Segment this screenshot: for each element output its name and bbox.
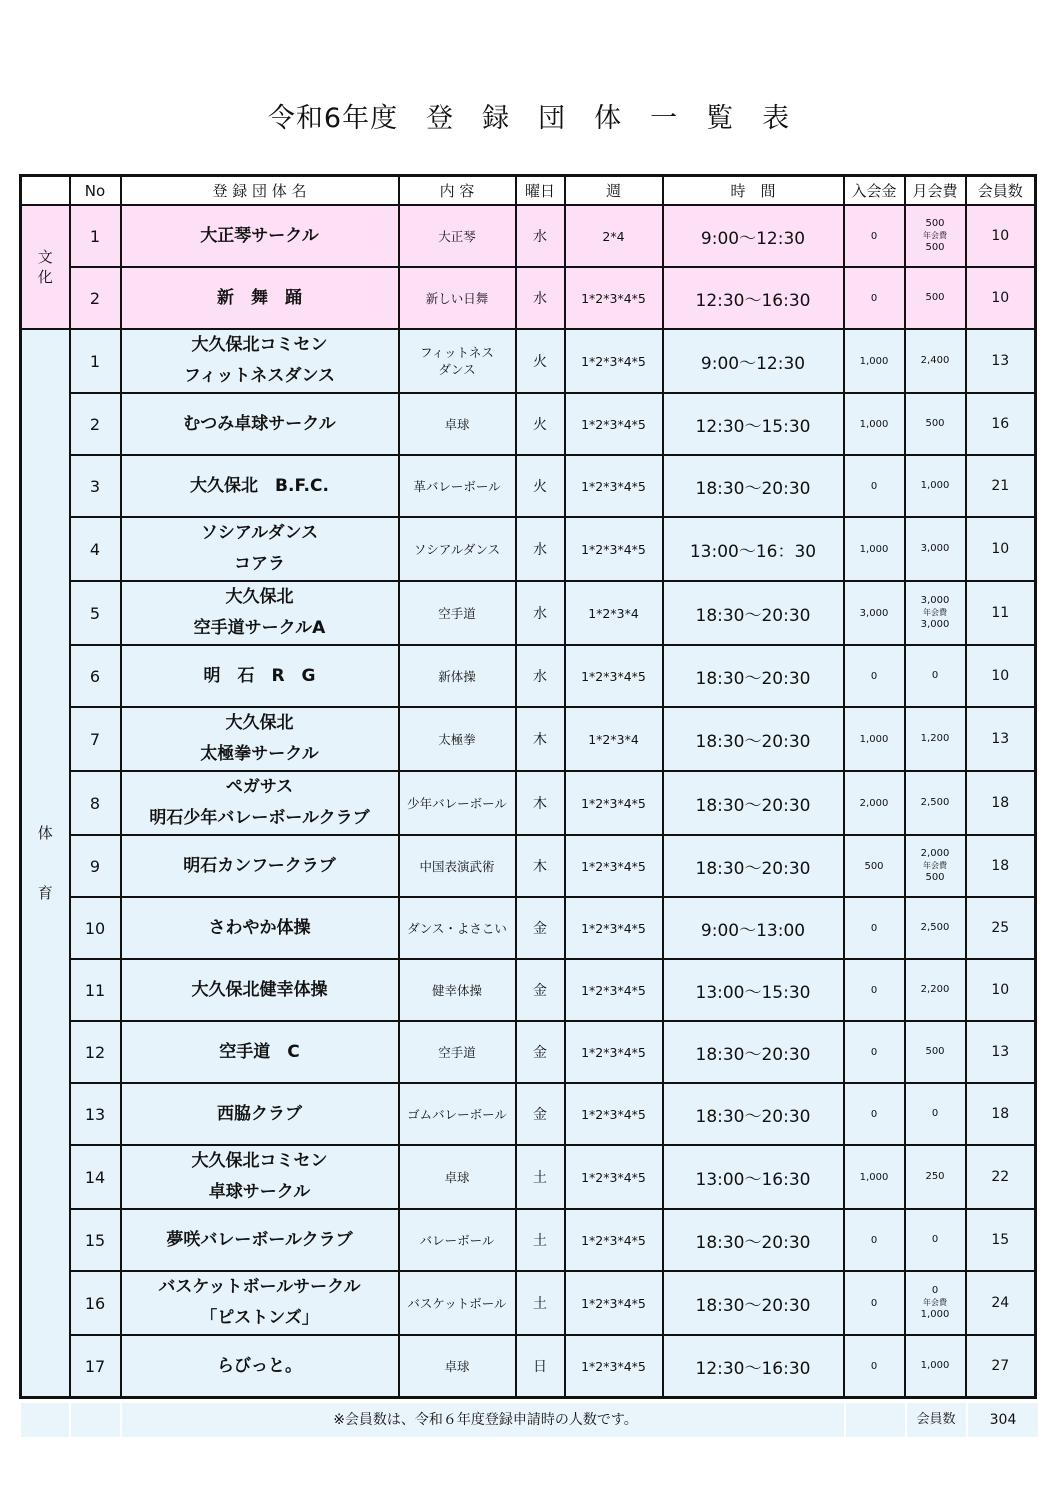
group-name [121, 1021, 399, 1083]
row-number: 10 [70, 897, 121, 959]
activity-content: 空手道 [399, 1021, 516, 1083]
activity-content: 新しい日舞 [399, 267, 516, 329]
member-count: 10 [966, 267, 1036, 329]
time-range: 18:30～20:30 [663, 455, 844, 517]
weekday: 日 [516, 1335, 565, 1398]
member-count: 13 [966, 707, 1036, 771]
week-schedule: 1*2*3*4*5 [565, 1021, 663, 1083]
group-name [121, 329, 399, 393]
group-name [121, 1335, 399, 1398]
group-name-line: らびっと。 [217, 1355, 302, 1376]
group-name-line: 大久保北 B.F.C. [190, 475, 329, 496]
weekday: 土 [516, 1145, 565, 1209]
group-name-line: ソシアルダンス [200, 523, 319, 543]
header-content: 内 容 [399, 176, 516, 206]
entry-fee: 0 [844, 1209, 905, 1271]
table-row [21, 771, 1036, 835]
monthly-fee-line: 年会費 [923, 608, 947, 617]
week-schedule: 1*2*3*4*5 [565, 393, 663, 455]
header-row [21, 176, 1036, 206]
monthly-fee [905, 897, 966, 959]
table-row [21, 1145, 1036, 1209]
activity-content: 卓球 [399, 1145, 516, 1209]
table-row [21, 581, 1036, 645]
monthly-fee [905, 1021, 966, 1083]
member-count: 18 [966, 771, 1036, 835]
week-schedule: 1*2*3*4*5 [565, 1209, 663, 1271]
time-range: 18:30～20:30 [663, 771, 844, 835]
group-name [121, 1145, 399, 1209]
group-name [121, 455, 399, 517]
group-name [121, 1271, 399, 1335]
activity-content: フィットネス ダンス [399, 329, 516, 393]
monthly-fee-line: 3,000 [920, 543, 950, 554]
monthly-fee-line: 1,000 [920, 1360, 950, 1371]
group-name-line: 明石少年バレーボールクラブ [149, 808, 370, 828]
group-name-line: さわやか体操 [208, 917, 311, 938]
monthly-fee-line: 0 [931, 670, 939, 681]
monthly-fee-line: 1,000 [920, 1309, 950, 1320]
group-name-line: 大久保北コミセン [191, 1151, 328, 1171]
monthly-fee [905, 645, 966, 707]
week-schedule: 1*2*3*4*5 [565, 835, 663, 897]
time-range: 13:00～15:30 [663, 959, 844, 1021]
table-row [21, 393, 1036, 455]
time-range: 18:30～20:30 [663, 707, 844, 771]
group-name [121, 835, 399, 897]
weekday: 水 [516, 645, 565, 707]
header-week: 週 [565, 176, 663, 206]
time-range: 18:30～20:30 [663, 581, 844, 645]
member-count: 21 [966, 455, 1036, 517]
group-name [121, 645, 399, 707]
member-count: 11 [966, 581, 1036, 645]
table-row [21, 517, 1036, 581]
row-number: 17 [70, 1335, 121, 1398]
monthly-fee-line: 年会費 [923, 861, 947, 870]
row-number: 14 [70, 1145, 121, 1209]
entry-fee: 1,000 [844, 1145, 905, 1209]
monthly-fee [905, 455, 966, 517]
row-number: 1 [70, 329, 121, 393]
weekday: 水 [516, 205, 565, 267]
activity-content: 太極拳 [399, 707, 516, 771]
time-range: 18:30～20:30 [663, 1083, 844, 1145]
monthly-fee-line: 1,000 [920, 480, 950, 491]
row-number: 15 [70, 1209, 121, 1271]
activity-content: 空手道 [399, 581, 516, 645]
row-number: 4 [70, 517, 121, 581]
time-range: 18:30～20:30 [663, 835, 844, 897]
week-schedule: 1*2*3*4*5 [565, 771, 663, 835]
member-count: 27 [966, 1335, 1036, 1398]
group-name-line: 大久保北コミセン [191, 335, 328, 355]
monthly-fee-line: 500 [925, 218, 945, 229]
activity-content: 新体操 [399, 645, 516, 707]
group-name-line: 空手道 C [219, 1041, 300, 1062]
row-number: 2 [70, 393, 121, 455]
monthly-fee-line: 0 [931, 1108, 939, 1119]
monthly-fee-line: 500 [925, 1046, 945, 1057]
entry-fee: 1,000 [844, 707, 905, 771]
activity-content: 卓球 [399, 393, 516, 455]
weekday: 火 [516, 393, 565, 455]
weekday: 木 [516, 707, 565, 771]
entry-fee: 0 [844, 1335, 905, 1398]
activity-content: バレーボール [399, 1209, 516, 1271]
group-name-line: 明 石 R G [203, 665, 316, 686]
entry-fee: 500 [844, 835, 905, 897]
monthly-fee [905, 1145, 966, 1209]
week-schedule: 1*2*3*4*5 [565, 1145, 663, 1209]
time-range: 9:00～13:00 [663, 897, 844, 959]
category-sports: 体 育 [21, 329, 70, 1398]
entry-fee: 0 [844, 1271, 905, 1335]
table-row [21, 1021, 1036, 1083]
time-range: 12:30～15:30 [663, 393, 844, 455]
header-entry-fee: 入会金 [844, 176, 905, 206]
category-culture: 文 化 [21, 205, 70, 329]
group-name-line: 西脇クラブ [217, 1103, 302, 1124]
monthly-fee [905, 771, 966, 835]
table-row [21, 329, 1036, 393]
entry-fee: 1,000 [844, 329, 905, 393]
weekday: 水 [516, 267, 565, 329]
entry-fee: 0 [844, 645, 905, 707]
week-schedule: 1*2*3*4*5 [565, 1083, 663, 1145]
row-number: 13 [70, 1083, 121, 1145]
entry-fee: 0 [844, 897, 905, 959]
member-count: 10 [966, 645, 1036, 707]
total-members-label: 会員数 [916, 1412, 956, 1427]
weekday: 火 [516, 329, 565, 393]
header-no: No [70, 176, 121, 206]
group-name [121, 707, 399, 771]
group-name [121, 1083, 399, 1145]
entry-fee: 0 [844, 1083, 905, 1145]
group-name [121, 897, 399, 959]
header-name: 登 録 団 体 名 [121, 176, 399, 206]
time-range: 13:00～16:30 [663, 1145, 844, 1209]
monthly-fee-line: 3,000 [920, 619, 950, 630]
week-schedule: 1*2*3*4*5 [565, 517, 663, 581]
monthly-fee-line: 0 [931, 1234, 939, 1245]
entry-fee: 0 [844, 205, 905, 267]
week-schedule: 1*2*3*4 [565, 581, 663, 645]
week-schedule: 1*2*3*4*5 [565, 1271, 663, 1335]
group-name-line: バスケットボールサークル [158, 1277, 361, 1297]
row-number: 9 [70, 835, 121, 897]
group-name [121, 267, 399, 329]
week-schedule: 1*2*3*4*5 [565, 329, 663, 393]
time-range: 18:30～20:30 [663, 1271, 844, 1335]
row-number: 6 [70, 645, 121, 707]
group-roster-table [19, 174, 1037, 1399]
group-name-line: 空手道サークルA [193, 618, 326, 638]
table-body [21, 205, 1036, 1398]
group-name-line: 太極拳サークル [200, 744, 319, 764]
group-name [121, 771, 399, 835]
table-row [21, 1209, 1036, 1271]
row-number: 12 [70, 1021, 121, 1083]
group-name [121, 205, 399, 267]
group-name-line: 「ピストンズ」 [200, 1308, 319, 1328]
group-name [121, 1209, 399, 1271]
monthly-fee [905, 835, 966, 897]
member-count: 16 [966, 393, 1036, 455]
weekday: 水 [516, 581, 565, 645]
monthly-fee-line: 2,400 [920, 355, 950, 366]
group-name-line: 卓球サークル [208, 1182, 311, 1202]
time-range: 9:00～12:30 [663, 329, 844, 393]
monthly-fee [905, 267, 966, 329]
week-schedule: 1*2*3*4*5 [565, 267, 663, 329]
monthly-fee-line: 2,500 [920, 797, 950, 808]
monthly-fee [905, 1271, 966, 1335]
weekday: 金 [516, 959, 565, 1021]
monthly-fee-line: 3,000 [920, 595, 950, 606]
footer-note: ※会員数は、令和６年度登録申請時の人数です。 [333, 1412, 638, 1428]
header-members: 会員数 [966, 176, 1036, 206]
monthly-fee [905, 393, 966, 455]
weekday: 水 [516, 517, 565, 581]
group-name-line: 夢咲バレーボールクラブ [166, 1229, 353, 1250]
total-members-value: 304 [989, 1412, 1017, 1428]
monthly-fee-line: 2,000 [920, 848, 950, 859]
monthly-fee-line: 2,500 [920, 922, 950, 933]
time-range: 12:30～16:30 [663, 1335, 844, 1398]
time-range: 18:30～20:30 [663, 1021, 844, 1083]
monthly-fee [905, 707, 966, 771]
week-schedule: 1*2*3*4*5 [565, 1335, 663, 1398]
member-count: 10 [966, 959, 1036, 1021]
group-name-line: コアラ [234, 554, 285, 574]
monthly-fee-line: 年会費 [923, 1298, 947, 1307]
monthly-fee-line: 2,200 [920, 984, 950, 995]
table-row [21, 455, 1036, 517]
time-range: 13:00～16：30 [663, 517, 844, 581]
group-name-line: 大久保北健幸体操 [191, 979, 328, 1000]
activity-content: 中国表演武術 [399, 835, 516, 897]
table-row [21, 1271, 1036, 1335]
group-name-line: 新 舞 踊 [217, 287, 302, 308]
entry-fee: 3,000 [844, 581, 905, 645]
entry-fee: 1,000 [844, 393, 905, 455]
header-category [21, 176, 70, 206]
monthly-fee-line: 年会費 [923, 231, 947, 240]
monthly-fee-line: 500 [925, 242, 945, 253]
week-schedule: 1*2*3*4*5 [565, 645, 663, 707]
entry-fee: 0 [844, 1021, 905, 1083]
member-count: 10 [966, 205, 1036, 267]
monthly-fee [905, 1335, 966, 1398]
monthly-fee-line: 500 [925, 292, 945, 303]
table-row [21, 1335, 1036, 1398]
member-count: 18 [966, 835, 1036, 897]
activity-content: ソシアルダンス [399, 517, 516, 581]
group-name-line: 大久保北 [225, 587, 294, 607]
table-row [21, 267, 1036, 329]
member-count: 13 [966, 329, 1036, 393]
member-count: 18 [966, 1083, 1036, 1145]
weekday: 火 [516, 455, 565, 517]
row-number: 1 [70, 205, 121, 267]
week-schedule: 1*2*3*4*5 [565, 959, 663, 1021]
member-count: 13 [966, 1021, 1036, 1083]
table-row [21, 897, 1036, 959]
group-name [121, 393, 399, 455]
monthly-fee [905, 581, 966, 645]
group-name [121, 517, 399, 581]
time-range: 12:30～16:30 [663, 267, 844, 329]
group-name-line: 大正琴サークル [200, 225, 319, 246]
member-count: 22 [966, 1145, 1036, 1209]
table-row [21, 1083, 1036, 1145]
time-range: 18:30～20:30 [663, 1209, 844, 1271]
monthly-fee-line: 0 [931, 1285, 939, 1296]
week-schedule: 2*4 [565, 205, 663, 267]
table-row [21, 707, 1036, 771]
monthly-fee-line: 500 [925, 872, 945, 883]
time-range: 9:00～12:30 [663, 205, 844, 267]
table-row [21, 959, 1036, 1021]
row-number: 3 [70, 455, 121, 517]
row-number: 16 [70, 1271, 121, 1335]
entry-fee: 1,000 [844, 517, 905, 581]
row-number: 8 [70, 771, 121, 835]
weekday: 土 [516, 1271, 565, 1335]
table-row [21, 205, 1036, 267]
monthly-fee [905, 329, 966, 393]
member-count: 15 [966, 1209, 1036, 1271]
table-row [21, 645, 1036, 707]
weekday: 金 [516, 897, 565, 959]
table-footer [21, 1403, 1038, 1437]
entry-fee: 0 [844, 959, 905, 1021]
row-number: 2 [70, 267, 121, 329]
group-name-line: むつみ卓球サークル [183, 413, 336, 434]
group-name-line: フィットネスダンス [183, 366, 336, 386]
row-number: 5 [70, 581, 121, 645]
table-row [21, 835, 1036, 897]
monthly-fee [905, 1083, 966, 1145]
monthly-fee-line: 250 [925, 1171, 945, 1182]
member-count: 25 [966, 897, 1036, 959]
header-time: 時 間 [663, 176, 844, 206]
monthly-fee-line: 500 [925, 418, 945, 429]
entry-fee: 0 [844, 267, 905, 329]
group-name-line: 大久保北 [225, 713, 294, 733]
group-name-line: 明石カンフークラブ [183, 855, 336, 876]
activity-content: ダンス・よさこい [399, 897, 516, 959]
monthly-fee-line: 1,200 [920, 733, 950, 744]
activity-content: 革バレーボール [399, 455, 516, 517]
week-schedule: 1*2*3*4 [565, 707, 663, 771]
group-name [121, 959, 399, 1021]
activity-content: 大正琴 [399, 205, 516, 267]
weekday: 金 [516, 1021, 565, 1083]
activity-content: ゴムバレーボール [399, 1083, 516, 1145]
group-name-line: ペガサス [225, 777, 294, 797]
row-number: 7 [70, 707, 121, 771]
monthly-fee [905, 205, 966, 267]
monthly-fee [905, 517, 966, 581]
group-name [121, 581, 399, 645]
entry-fee: 2,000 [844, 771, 905, 835]
weekday: 土 [516, 1209, 565, 1271]
header-monthly-fee: 月会費 [905, 176, 966, 206]
entry-fee: 0 [844, 455, 905, 517]
activity-content: バスケットボール [399, 1271, 516, 1335]
weekday: 木 [516, 835, 565, 897]
weekday: 金 [516, 1083, 565, 1145]
activity-content: 卓球 [399, 1335, 516, 1398]
member-count: 10 [966, 517, 1036, 581]
monthly-fee [905, 1209, 966, 1271]
monthly-fee [905, 959, 966, 1021]
time-range: 18:30～20:30 [663, 645, 844, 707]
page-title: 令和6年度 登 録 団 体 一 覧 表 [267, 103, 791, 134]
activity-content: 健幸体操 [399, 959, 516, 1021]
week-schedule: 1*2*3*4*5 [565, 897, 663, 959]
row-number: 11 [70, 959, 121, 1021]
week-schedule: 1*2*3*4*5 [565, 455, 663, 517]
header-day: 曜日 [516, 176, 565, 206]
activity-content: 少年バレーボール [399, 771, 516, 835]
weekday: 木 [516, 771, 565, 835]
member-count: 24 [966, 1271, 1036, 1335]
